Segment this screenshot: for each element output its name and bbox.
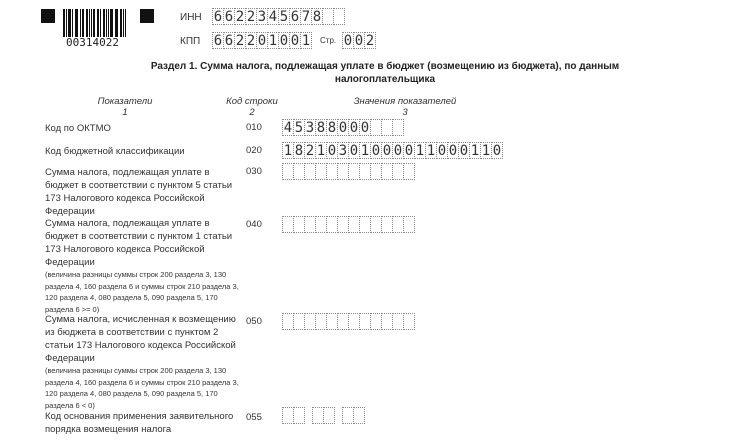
row-010-cell[interactable]: 4	[283, 120, 293, 136]
row-050-text: Сумма налога, исчисленная к возмещению из бюджета в соответствии с пунктом 2 статьи 173 Налогового кодекса Российской Федерации	[45, 314, 236, 364]
row-020-cell[interactable]: 3	[338, 143, 348, 159]
barcode-bar	[75, 9, 76, 37]
barcode-bar	[76, 9, 78, 37]
row-040-note: (величина разницы суммы строк 200 раздела 3, 130 раздела 4, 160 раздела 6 и суммы строк 210 раздела 3, 120 раздела 4, 080 раздела 5, 090 раздела 5, 170 раздела 6 >= 0)	[45, 270, 239, 314]
barcode-bar	[108, 9, 109, 37]
page-cell[interactable]: 0	[343, 33, 353, 49]
barcode-bar	[72, 9, 73, 37]
row-020-cell[interactable]: 1	[426, 143, 436, 159]
barcode-bar	[97, 9, 99, 37]
page-cell[interactable]: 2	[365, 33, 375, 49]
inn-cell[interactable]: 4	[268, 9, 278, 25]
kbk-field[interactable]	[282, 142, 502, 159]
barcode-bar	[106, 9, 107, 37]
row-020-cell[interactable]: 0	[327, 143, 337, 159]
barcode-bar	[68, 9, 70, 37]
kpp-label: КПП	[180, 36, 201, 47]
kpp-cell[interactable]: 2	[246, 33, 256, 49]
tax-040-field[interactable]	[282, 216, 414, 233]
kpp-cell[interactable]: 1	[301, 33, 311, 49]
barcode-bar	[123, 9, 124, 37]
row-label-055: Код основания применения заявительного порядка возмещения налога	[45, 411, 234, 435]
barcode-bar	[110, 9, 112, 37]
row-020-cell[interactable]: 0	[393, 143, 403, 159]
oktmo-field[interactable]	[282, 119, 403, 136]
row-020-cell[interactable]: 1	[481, 143, 491, 159]
row-label-tax-050	[45, 313, 240, 411]
cell-pair	[312, 407, 334, 424]
row-020-cell[interactable]: 8	[294, 143, 304, 159]
barcode-bar	[116, 9, 118, 37]
row-code-010: 010	[246, 122, 262, 133]
inn-cell[interactable]: 8	[312, 9, 322, 25]
inn-cell[interactable]: 6	[224, 9, 234, 25]
row-020-cell[interactable]: 1	[360, 143, 370, 159]
row-010-cell[interactable]: 8	[316, 120, 326, 136]
kpp-cell[interactable]: 1	[268, 33, 278, 49]
inn-cell[interactable]	[333, 8, 345, 25]
cell-pair	[282, 407, 304, 424]
cell-pair	[342, 407, 364, 424]
barcode-bar	[63, 9, 65, 37]
inn-cell[interactable]: 6	[290, 9, 300, 25]
row-020-cell[interactable]: 0	[371, 143, 381, 159]
barcode-bar	[66, 9, 67, 37]
barcode-bar	[93, 9, 95, 37]
registration-marker-left	[41, 9, 55, 23]
column-header-values: Значения показателей 3	[353, 96, 457, 118]
row-010-cell[interactable]: 5	[294, 120, 304, 136]
barcode-bar	[103, 9, 105, 37]
barcode-bar	[89, 9, 90, 37]
reimbursement-basis-field[interactable]	[282, 407, 372, 424]
row-050-cell[interactable]	[403, 313, 415, 330]
inn-cell[interactable]: 2	[246, 9, 256, 25]
row-055-cell[interactable]	[323, 407, 335, 424]
row-040-cell[interactable]	[403, 216, 415, 233]
page-number-field[interactable]	[342, 32, 375, 49]
barcode-bar	[115, 9, 116, 37]
row-label-kbk: Код бюджетной классификации	[45, 146, 185, 157]
kpp-cell[interactable]: 0	[257, 33, 267, 49]
row-020-cell[interactable]: 0	[448, 143, 458, 159]
row-code-040: 040	[246, 219, 262, 230]
barcode-bar	[91, 9, 92, 37]
row-020-cell[interactable]: 1	[470, 143, 480, 159]
row-code-050: 050	[246, 316, 262, 327]
barcode-bar	[86, 9, 88, 37]
row-code-020: 020	[246, 145, 262, 156]
row-020-cell[interactable]: 1	[415, 143, 425, 159]
row-020-cell[interactable]: 2	[305, 143, 315, 159]
barcode-bar	[80, 9, 81, 37]
row-055-cell[interactable]	[353, 407, 365, 424]
barcode-bar	[125, 9, 126, 37]
row-010-cell[interactable]: 8	[327, 120, 337, 136]
inn-cell[interactable]: 3	[257, 9, 267, 25]
row-010-cell[interactable]: 0	[360, 120, 370, 136]
row-020-cell[interactable]: 0	[459, 143, 469, 159]
row-020-cell[interactable]: 1	[316, 143, 326, 159]
page-label: Стр.	[320, 36, 337, 45]
row-label-tax-030: Сумма налога, подлежащая уплате в бюджет в соответствии с пунктом 5 статьи 173 Налогового кодекса Российской Федерации	[45, 167, 233, 217]
row-label-oktmo: Код по ОКТМО	[45, 123, 111, 134]
barcode-number: 00314022	[66, 36, 119, 49]
kpp-cell[interactable]: 6	[213, 33, 223, 49]
section-title-line2: налогоплательщика	[334, 74, 436, 85]
row-020-cell[interactable]: 0	[349, 143, 359, 159]
kpp-field[interactable]	[212, 32, 311, 49]
kpp-cell[interactable]: 6	[224, 33, 234, 49]
row-020-cell[interactable]: 0	[437, 143, 447, 159]
row-020-cell[interactable]: 0	[492, 143, 502, 159]
inn-cell[interactable]: 5	[279, 9, 289, 25]
row-010-cell[interactable]: 0	[349, 120, 359, 136]
barcode	[63, 9, 127, 37]
page-cell[interactable]: 0	[354, 33, 364, 49]
inn-cell[interactable]: 7	[301, 9, 311, 25]
row-040-text: Сумма налога, подлежащая уплате в бюджет в соответствии с пунктом 1 статьи 173 Налогового кодекса Российской Федерации	[45, 218, 233, 268]
inn-label: ИНН	[180, 12, 202, 23]
row-020-cell[interactable]: 0	[382, 143, 392, 159]
row-055-cell[interactable]	[293, 407, 305, 424]
row-010-cell[interactable]	[392, 119, 404, 136]
tax-050-field[interactable]	[282, 313, 414, 330]
barcode-bar	[82, 9, 84, 37]
row-code-030: 030	[246, 166, 262, 177]
row-010-cell[interactable]: 3	[305, 120, 315, 136]
inn-field[interactable]	[212, 8, 344, 25]
section-title-line1: Раздел 1. Сумма налога, подлежащая уплате в бюджет (возмещению из бюджета), по данным	[150, 61, 620, 72]
row-020-cell[interactable]: 0	[404, 143, 414, 159]
row-code-055: 055	[246, 412, 262, 423]
inn-cell[interactable]: 6	[213, 9, 223, 25]
barcode-bar	[100, 9, 101, 37]
row-020-cell[interactable]: 1	[283, 143, 293, 159]
row-010-cell[interactable]: 0	[338, 120, 348, 136]
kpp-cell[interactable]: 2	[235, 33, 245, 49]
tax-030-field[interactable]	[282, 163, 414, 180]
section-title	[0, 60, 750, 86]
row-030-cell[interactable]	[403, 163, 415, 180]
column-header-line-code: Код строки 2	[226, 96, 278, 118]
barcode-bar	[120, 9, 122, 37]
registration-marker-right	[140, 9, 154, 23]
kpp-cell[interactable]: 0	[279, 33, 289, 49]
row-label-tax-040	[45, 217, 240, 315]
column-header-indicators: Показатели 1	[97, 96, 153, 118]
kpp-cell[interactable]: 0	[290, 33, 300, 49]
inn-cell[interactable]: 2	[235, 9, 245, 25]
row-050-note: (величина разницы суммы строк 200 раздела 3, 130 раздела 4, 160 раздела 6 и суммы строк 210 раздела 3, 120 раздела 4, 080 раздела 5, 090 раздела 5, 170 раздела 6 < 0)	[45, 366, 239, 410]
